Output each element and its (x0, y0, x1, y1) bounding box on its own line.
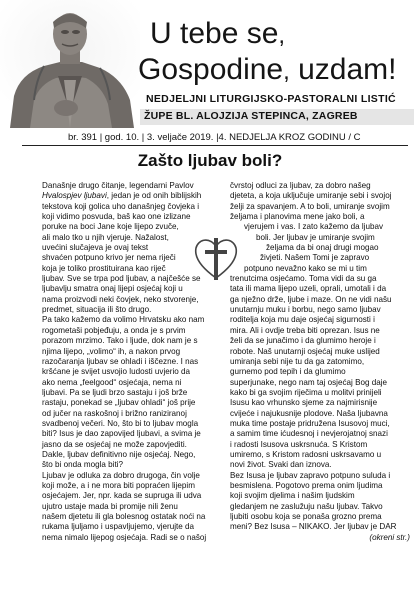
article-line: umiremo, s Kristom radosni uskrsavamo u (230, 449, 382, 459)
article-line: svadbenoj večeri. No, što bi to ljubav mogla (42, 418, 199, 428)
article-line: jasno da se osjećaj ne može zapovjediti. (42, 439, 187, 449)
article-line: rogometaši pobjeđuju, a onda je s prvim (42, 325, 186, 335)
article-line: ujutro ustaje mada bi promije nili ženu (42, 501, 178, 511)
article-line: što bi onda mogla biti? (42, 460, 123, 470)
issue-info-bar (22, 131, 408, 146)
article-line: i radosti Isusova uskrsnuća. S Kristom (230, 439, 368, 449)
issue-line: br. 391 | god. 10. | 3. veljače 2019. |4. NEDJELJA KROZ GODINU / C (68, 132, 361, 143)
article-line: rukama ljuljamo i uspavljujemo, vjerujte da (42, 522, 195, 532)
article-line: koji svojim djelima i našim ljudskim (230, 491, 355, 501)
article-line: tata ili mama lijepo uzeli, oprali, umotali i da (230, 284, 387, 294)
article-line: a samim time ićudesnoj i nevjerojatnoj snazi (230, 429, 388, 439)
article-title: Zašto ljubav boli? (137, 151, 283, 170)
article-line: nama proizvodi neki čovjek, neko stvorenje, (42, 294, 199, 304)
article-line: razočaranja ljubav se ohladi i iščezne. I nas (42, 356, 199, 366)
article-line: želi da se junačimo i da glumimo heroje i (230, 336, 376, 346)
article-line: Isusu kao vrhunsko sjeme za najmirisnije (230, 398, 378, 408)
article-line: koji vidimo posvuda, baš kao one izlizane (42, 212, 191, 222)
article-line: boli. Jer ljubav je umiranje svojim (256, 232, 375, 242)
article-line: osjećajem. Jer, npr. kada se supruga ili udva (42, 491, 202, 501)
article-line: ljubavlju smatra onaj lijepi osjećaj koji u (42, 284, 183, 294)
heart-cross-logo (192, 232, 240, 284)
article-line: uvećini slučajeva je ovaj tekst (42, 243, 149, 253)
article-line: gledanjem ne zaslužuju našu ljubav. Takvo (230, 501, 383, 511)
article-line: našem djetetu ili gla bolesnog ostatak noći na (42, 512, 206, 521)
article-line: Današnje drugo čitanje, legendarni Pavlov (42, 181, 194, 190)
article-line: živjeti. Našem Tomi je zapravo (260, 253, 370, 263)
article-line: mira. Ali i ovdje treba biti oprezan. Isus ne (230, 325, 380, 335)
article-line: ako nema „feelgood“ osjećaja, nema ni (42, 377, 182, 387)
article-line: poruke na boci Jane koje lijepo zvuče, (42, 222, 179, 232)
bulletin-subtitle: NEDJELJNI LITURGIJSKO-PASTORALNI LISTIĆ (146, 93, 396, 105)
article-line: trenutcima osjećamo. Toma vidi da su ga (230, 274, 377, 284)
article-line: čvrstoj odluci za ljubav, za dobro našeg (230, 181, 371, 190)
article-line: superjunake, nego nam taj osjećaj Bog daje (230, 377, 388, 387)
article-line: shvaćen potpuno krivo jer nema riječi (42, 253, 176, 263)
article-line: unutarnju muku i borbu, nego samo ljubav (230, 305, 381, 315)
article-line: djeteta, a koja uključuje umiranje sebi i svojoj (230, 191, 392, 201)
article-line: gurnemo pod tepih i da glumimo (230, 367, 346, 377)
article-line: ljubiti osobu koja se ponaša grozno prema (230, 512, 382, 521)
article-line: nema nimalo lijepog osjećaja. Radi se o našoj (42, 532, 207, 542)
statue-image (0, 0, 140, 128)
article-line: ali malo tko u njih vjeruje. Nažalost, (42, 232, 169, 242)
article-line: njima lijepo, „volimo“ ih, a nakon prvog (42, 346, 181, 356)
article-line: biti? Isus je dao zapovijed ljubavi, a svima je (42, 429, 201, 439)
article-column-left (42, 181, 207, 543)
article-line: rastaju, ponekad se „ljubav ohladi“ još prije (42, 398, 196, 408)
article-line: ljubav. Sve se trpa pod ljubav, a najčešće se (42, 274, 201, 284)
article-line: Pa tako kažemo da volimo Hrvatsku ako nam (42, 315, 205, 325)
parish-banner (140, 109, 414, 125)
turn-page-note: (okreni str.) (369, 532, 410, 542)
article-line: umiranja sebi nije tu da ga zatomimo, (230, 356, 365, 366)
article-line: novi život. Svaki dan iznova. (230, 460, 332, 470)
article-line: koja je toliko prostituirana kao riječ (42, 263, 166, 273)
article-line: besmislena. Pogotovo prema onim ljudima (230, 480, 383, 490)
article-line: od jučer na raskošnoj i brižno raniziranoj (42, 408, 187, 418)
article-column-right (230, 181, 410, 543)
article-line: želji za spavanjem. A to boli, umiranje svojim (230, 201, 390, 211)
article-line: tekstova koji golica uho današnjeg čovjeka i (42, 201, 200, 211)
article-line: koji može, a i ne mora biti popraćen lijepim (42, 480, 195, 490)
title-line-2: Gospodine, uzdam! (138, 53, 397, 86)
article-line: porazom mrzimo. Tako i ljude, dok nam je s (42, 336, 198, 346)
article-line: meni? Bez Isusa – NIKAKO. Jer ljubav je DAR (230, 522, 397, 532)
article-line: Ljubav je odluka za dobro drugoga, čin volje (42, 470, 200, 480)
article-line: kršćane je svijet usvojio ludosti uvjerio da (42, 367, 191, 377)
article-line: Dakle, ljubav definitivno nije osjećaj. Nego, (42, 449, 196, 459)
article-line: vjerujem i vas. I zato kažemo da ljubav (244, 222, 384, 232)
title-line-1: U tebe se, (150, 17, 286, 50)
article-line: predmet, situacija ili što drugo. (42, 305, 152, 315)
article-line: muka time postaje pridružena Isusovoj muci, (230, 418, 390, 428)
article-line: željama i planovima mene jako boli, a (230, 212, 365, 222)
parish-name: ŽUPE BL. ALOJZIJA STEPINCA, ZAGREB (144, 110, 358, 122)
article-line: Bez Isusa je ljubav zapravo potpuno suluda i (230, 470, 391, 480)
article-line: potpuno nevažno kako se mi u tim (244, 263, 367, 273)
article-line: Hvalospjev ljubavi, jedan je od onih biblijskih (42, 191, 202, 201)
article-line: željama da bi onaj drugi mogao (266, 243, 379, 253)
article-line: roditelja koja mu daje osjećaj sigurnosti i (230, 315, 375, 325)
article-line: robote. Naš unutarnji osjećaj muke uslijed (230, 346, 380, 356)
article-line: ga nježno drže, ljube i maze. On ne vidi našu (230, 294, 392, 304)
article-line: cvijeće i najukusnije plodove. Naša ljubavna (230, 408, 388, 418)
article-line: ljubavi. Pa se ljudi brzo sastaju i još brže (42, 387, 188, 397)
article-line: kako bi ga svojim riječima u molitvi prinijeli (230, 387, 382, 397)
